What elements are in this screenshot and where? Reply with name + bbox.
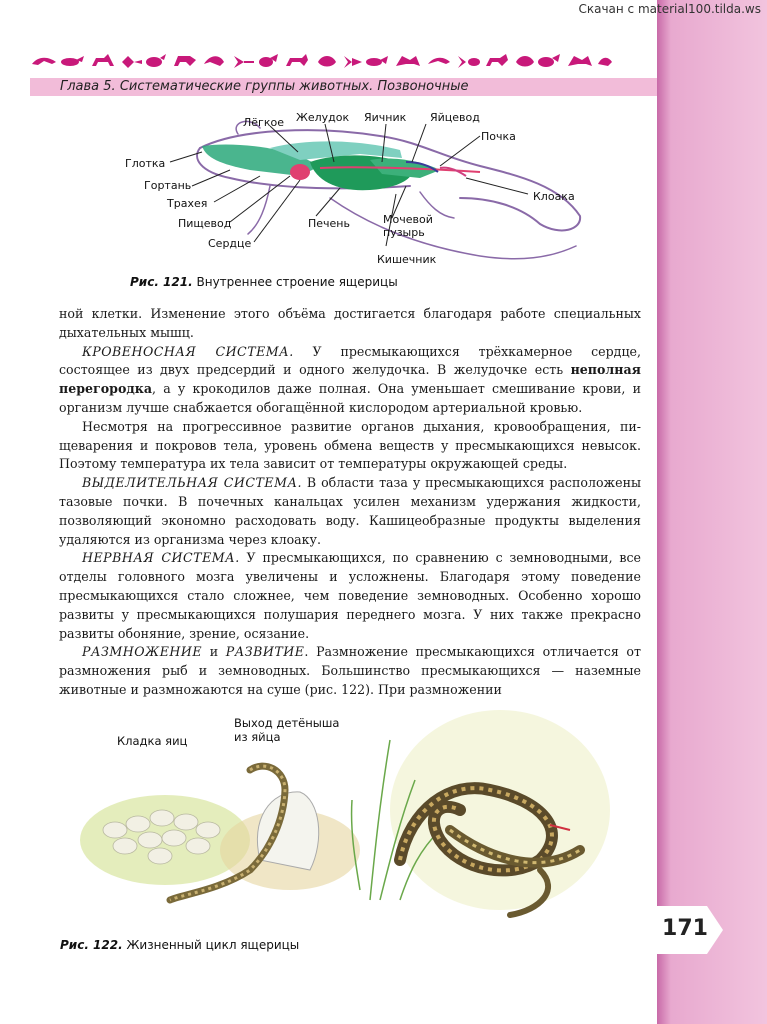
label-lung: Лёгкое: [243, 116, 284, 129]
text-nervous: У пресмыкающихся, по сравнению с земноводными, все отделы головного мозга увеличены и усложнены. Благодаря этому поведение пресмыкающихся стало сложнее, чем поведение земноводных. Особенно хорошо развиты у пресмыкающихся полушария переднего мозга. У них также прекрасно развиты обоняние, зрение, осязание.: [59, 550, 641, 641]
label-egg-clutch: Кладка яиц: [117, 734, 188, 748]
label-oviduct: Яйцевод: [430, 111, 480, 124]
text-reproduction: . Размножение пресмыкающихся отличается от размножения рыб и земноводных. Большинство пресмыкающихся — наземные животные и размножаются на суше (рис. 122). При размножении: [59, 644, 641, 697]
figure122-caption-number: Рис. 122.: [60, 938, 123, 952]
page-number: 171: [662, 916, 708, 941]
heading-reproduction: РАЗМНОЖЕНИЕ: [82, 644, 203, 660]
label-stomach: Желудок: [296, 111, 350, 124]
paragraph-circulatory: [59, 343, 641, 418]
label-liver: Печень: [308, 217, 350, 230]
figure121-caption-text: Внутреннее строение ящерицы: [196, 275, 398, 289]
page-edge-band: [657, 0, 767, 1024]
body-text: [59, 305, 641, 700]
label-bladder-line2: пузырь: [383, 226, 425, 239]
paragraph-reproduction: [59, 643, 641, 699]
heading-nervous: НЕРВНАЯ СИСТЕМА.: [82, 550, 240, 566]
label-cloaca: Клоака: [533, 190, 575, 203]
heading-excretory: ВЫДЕЛИТЕЛЬНАЯ СИСТЕМА.: [82, 475, 303, 491]
label-kidney: Почка: [481, 130, 516, 143]
animal-silhouette-strip: [30, 52, 612, 70]
text-circulatory-b: , а у крокодилов даже полная. Она уменьшает смешивание крови, и организм лучше снабжается обогащённой кислородом артериальной кровью.: [59, 381, 641, 415]
figure122-caption: [60, 938, 299, 952]
heading-circulatory: КРОВЕНОСНАЯ СИСТЕМА.: [82, 343, 294, 359]
text-circulatory-a: У пресмыкающихся трёхкамерное сердце, состоящее из двух предсердий и одного желудочка. В желудочке есть: [59, 343, 641, 378]
label-hatching-line1: Выход детёныша: [234, 716, 340, 730]
term-partition: неполная перегородка: [59, 362, 641, 397]
figure121-caption: [130, 275, 398, 289]
figure122-caption-text: Жизненный цикл ящерицы: [126, 938, 300, 952]
watermark: Скачан с material100.tilda.ws: [578, 2, 761, 16]
label-ovary: Яичник: [364, 111, 407, 124]
label-pharynx: Глотка: [125, 157, 166, 170]
label-heart: Сердце: [208, 237, 252, 250]
paragraph-metabolism: Несмотря на прогрессивное развитие органов дыхания, кровообращения, пищеварения и покровов тела, уровень обмена веществ у пресмыкающихся невысок. Поэтому температура их тела зависит от температуры окружающей среды.: [59, 418, 641, 472]
label-esophagus: Пищевод: [178, 217, 232, 230]
paragraph-nervous: [59, 549, 641, 643]
label-bladder-line1: Мочевой: [383, 213, 433, 226]
paragraph-excretory: [59, 474, 641, 549]
chapter-title: Глава 5. Систематические группы животных. Позвоночные: [60, 79, 469, 94]
heading-development: РАЗВИТИЕ: [225, 644, 305, 660]
text-excretory: В области таза у пресмыкающихся расположены тазовые почки. В почечных канальцах усилен механизм удержания жидкости, позволяющий экономно расходовать воду. Кашицеобразные продукты выделения удаляются из организма через клоаку.: [59, 475, 641, 547]
text-and: и: [202, 644, 226, 660]
label-larynx: Гортань: [144, 179, 192, 192]
label-hatching-line2: из яйца: [234, 730, 281, 744]
paragraph-breathing: ной клетки. Изменение этого объёма достигается благодаря работе специальных дыхательных мышц.: [59, 306, 641, 340]
figure121-caption-number: Рис. 121.: [130, 275, 193, 289]
label-intestine: Кишечник: [377, 253, 437, 266]
label-trachea: Трахея: [167, 197, 208, 210]
